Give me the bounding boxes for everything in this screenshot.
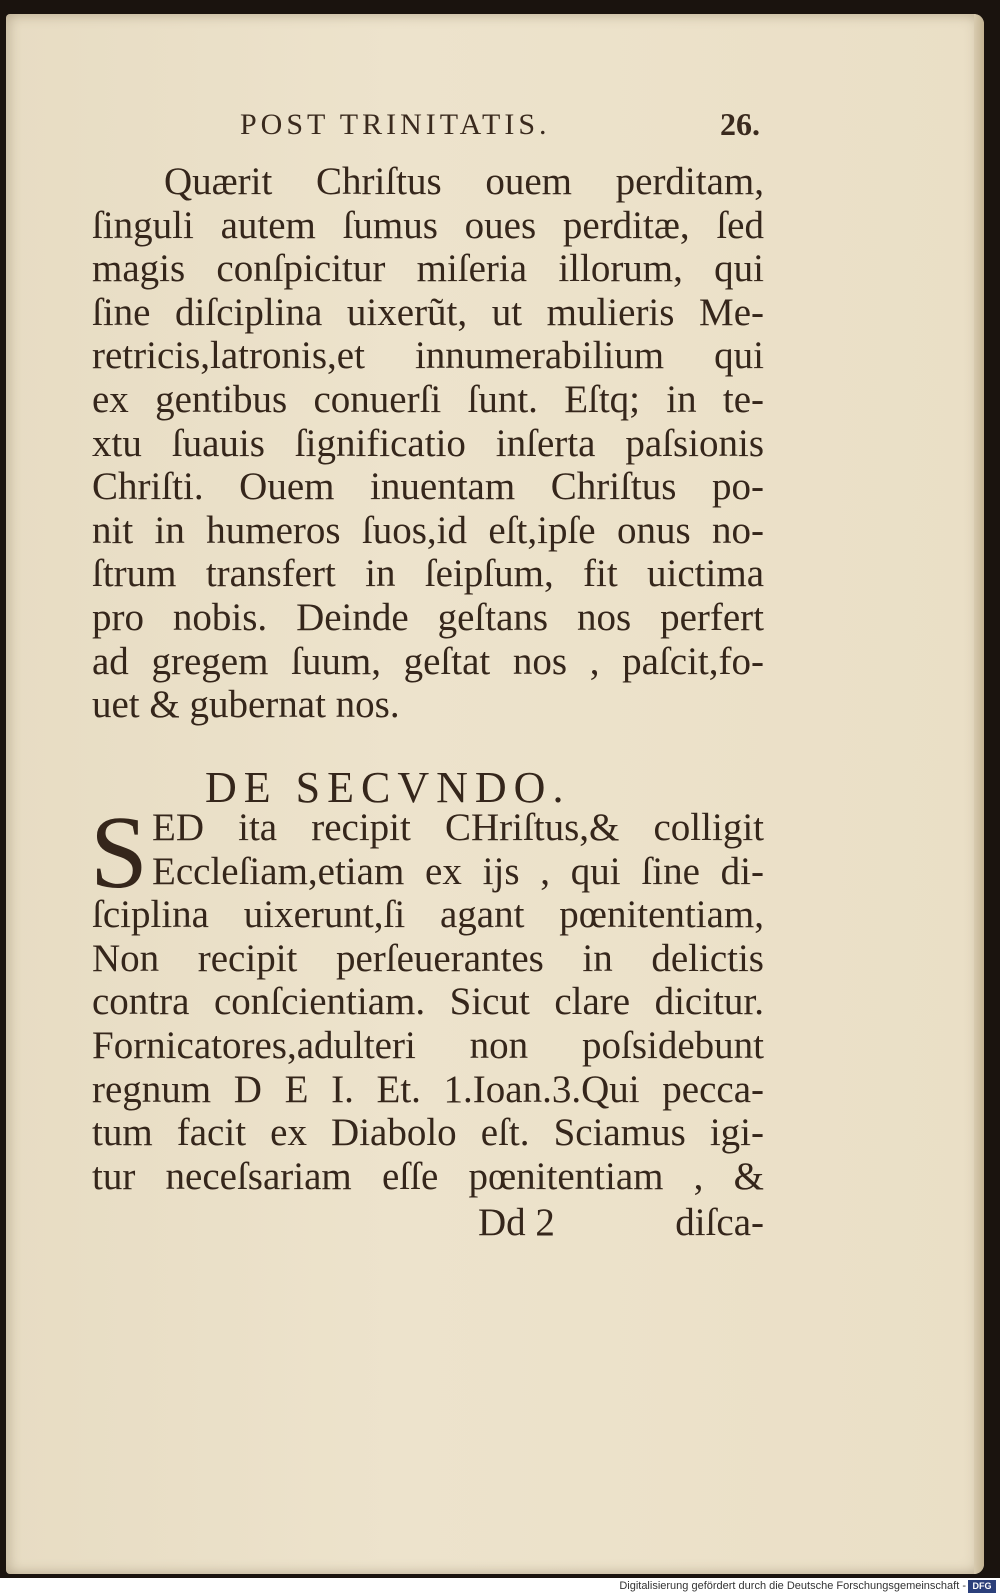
text-line: uet & gubernat nos. xyxy=(92,683,400,727)
text-line: tur neceſsariam eſſe pœnitentiam , & xyxy=(92,1154,764,1198)
text-line: Fornicatores,adulteri non poſsidebunt xyxy=(92,1023,764,1067)
page-number: 26. xyxy=(720,106,760,142)
running-head-title: POST TRINITATIS. xyxy=(240,108,551,141)
paragraph-1 xyxy=(92,160,764,727)
text-line: xtu ſuauis ſignificatio inſerta paſsionis xyxy=(92,421,764,465)
text-line: ad gregem ſuum, geſtat nos , paſcit,fo- xyxy=(92,639,764,683)
text-line: contra conſcientiam. Sicut clare dicitur. xyxy=(92,980,764,1024)
text-line: Eccleſiam,etiam ex ijs , qui ſine di- xyxy=(152,849,764,893)
text-line: Non recipit perſeuerantes in delictis xyxy=(92,936,764,980)
section-heading: DE SECVNDO. xyxy=(205,763,571,812)
text-line: ſinguli autem ſumus oues perditæ, ſed xyxy=(92,203,764,247)
text-line: Chriſti. Ouem inuentam Chriſtus po- xyxy=(92,465,764,509)
footer-bar xyxy=(0,1578,1000,1596)
catchword: diſca- xyxy=(675,1201,764,1244)
text-line: ex gentibus conuerſi ſunt. Eſtq; in te- xyxy=(92,377,764,421)
running-head xyxy=(240,108,760,148)
text-line: nit in humeros ſuos,id eſt,ipſe onus no- xyxy=(92,508,764,552)
text-line: ED ita recipit CHriſtus,& colligit xyxy=(152,806,764,849)
text-line: ſciplina uixerunt,ſi agant pœnitentiam, xyxy=(92,893,764,937)
drop-cap: S xyxy=(90,795,148,910)
signature-mark: Dd 2 xyxy=(478,1201,555,1244)
footer-credit: Digitalisierung gefördert durch die Deutsche Forschungsgemeinschaft - xyxy=(619,1580,966,1592)
text-line: ſtrum transfert in ſeipſum, fit uictima xyxy=(92,552,764,596)
dfg-logo: DFG xyxy=(968,1580,996,1593)
text-line: pro nobis. Deinde geſtans nos perfert xyxy=(92,595,764,639)
text-line: Quærit Chriſtus ouem perditam, xyxy=(164,160,764,203)
page-edge xyxy=(974,14,984,1574)
text-line: magis conſpicitur miſeria illorum, qui xyxy=(92,247,764,291)
text-line: ſine diſciplina uixerũt, ut mulieris Me- xyxy=(92,290,764,334)
text-line: tum facit ex Diabolo eſt. Sciamus igi- xyxy=(92,1111,764,1155)
text-line: retricis,latronis,et innumerabilium qui xyxy=(92,334,764,378)
paragraph-2 xyxy=(90,795,764,1198)
text-line: regnum D E I. Et. 1.Ioan.3.Qui pecca- xyxy=(92,1067,764,1111)
